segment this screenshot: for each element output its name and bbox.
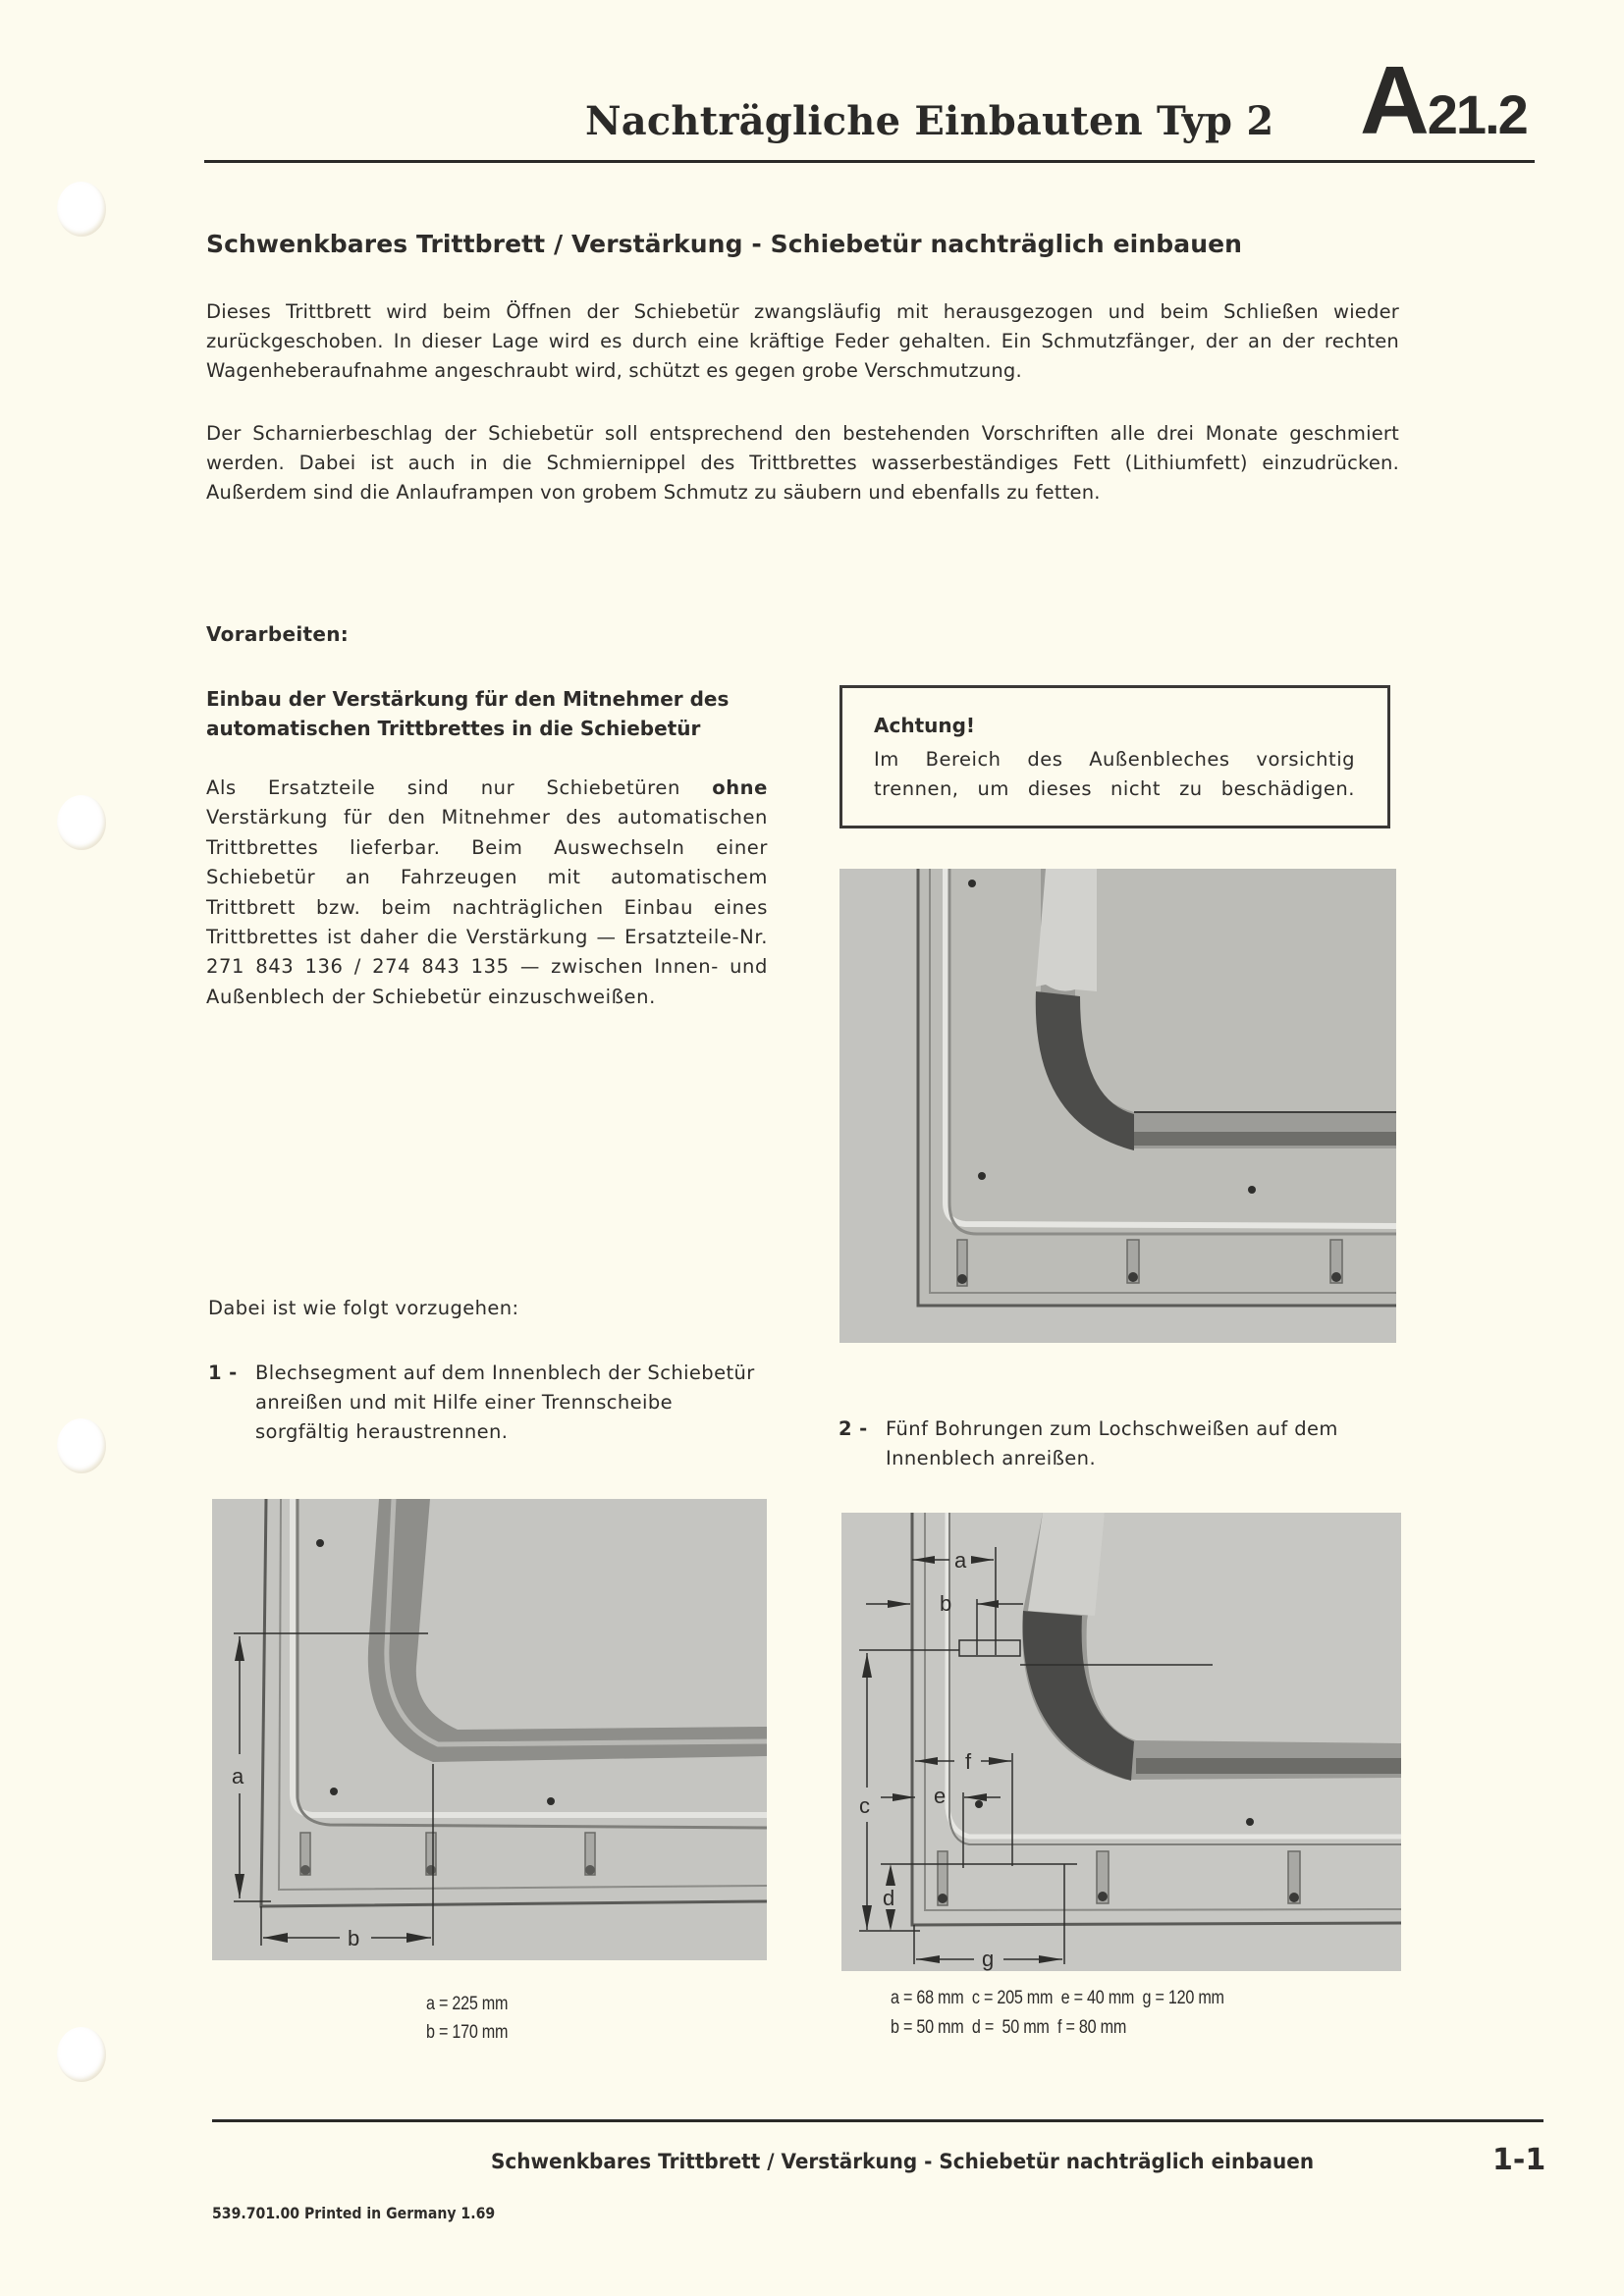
intro-paragraph-2: Der Scharnierbeschlag der Schiebetür soll entsprechend den bestehenden Vorschriften alle drei Monate geschmiert werden. Dabei ist auch in die Schmiernippel des Trittbrettes wasserbeständiges Fett (Lithiumfett) einzudrücken. Außerdem sind die Anlauframpen von grobem Schmutz zu säubern und ebenfalls zu fetten. [206, 422, 1399, 504]
figure-1-photo [839, 869, 1396, 1343]
punch-hole [57, 1418, 106, 1473]
header-rule [204, 160, 1535, 163]
dimension-label-b: b [940, 1591, 952, 1616]
dimensions-right-line-1: a = 68 mm c = 205 mm e = 40 mm g = 120 mm [891, 1988, 1224, 2008]
dimensions-left-line-2: b = 170 mm [426, 2022, 509, 2043]
warning-text: Im Bereich des Außenbleches vorsichtig trennen, um dieses nicht zu beschädigen. [874, 748, 1355, 800]
door-marking-illustration-ab [212, 1499, 767, 1960]
warning-box [839, 685, 1390, 828]
door-marking-illustration-ag [841, 1513, 1401, 1971]
door-corner-illustration [839, 869, 1396, 1343]
section-letter: A [1360, 46, 1428, 154]
preparation-heading: Vorarbeiten: [206, 622, 350, 646]
step-number: 1 - [208, 1362, 238, 1384]
preparation-text: Als Ersatzteile sind nur Schiebetüren ohne Verstärkung für den Mitnehmer des automatischen Trittbrettes lieferbar. Beim Auswechseln einer Schiebetür an Fahrzeugen mit automatischem Trittbrett bzw. beim nachträglichen Einbau eines Trittbrettes ist daher die Verstärkung — Ersatzteile-Nr. 271 843 136 / 274 843 135 — zwischen Innen- und Außenblech der Schiebetür einzuschweißen. [206, 776, 768, 1008]
main-heading: Schwenkbares Trittbrett / Verstärkung - Schiebetür nachträglich einbauen [206, 230, 1243, 258]
dimension-label-e: e [934, 1784, 947, 1808]
section-number: 21.2 [1427, 83, 1527, 145]
dimension-label-b: b [348, 1926, 360, 1950]
procedure-intro: Dabei ist wie folgt vorzugehen: [208, 1297, 519, 1319]
step-number: 2 - [839, 1417, 868, 1440]
footer-title: Schwenkbares Trittbrett / Verstärkung - Schiebetür nachträglich einbauen [491, 2150, 1315, 2174]
figure-3-photo [841, 1513, 1401, 1971]
dimension-label-c: c [859, 1793, 870, 1818]
print-info: 539.701.00 Printed in Germany 1.69 [212, 2204, 496, 2222]
preparation-subheading: Einbau der Verstärkung für den Mitnehmer des automatischen Trittbrettes in die Schiebetür [206, 687, 730, 740]
page-number: 1-1 [1492, 2143, 1546, 2177]
figure-2-photo [212, 1499, 767, 1960]
step-text: Blechsegment auf dem Innenblech der Schiebetür anreißen und mit Hilfe einer Trennscheibe sorgfältig heraustrennen. [255, 1362, 755, 1443]
punch-hole [57, 795, 106, 850]
dimension-label-g: g [982, 1947, 995, 1971]
dimension-label-f: f [965, 1749, 972, 1774]
warning-title: Achtung! [874, 714, 976, 737]
emphasis-ohne: ohne [712, 776, 768, 799]
dimensions-right-line-2: b = 50 mm d = 50 mm f = 80 mm [891, 2017, 1127, 2038]
punch-hole [57, 2027, 106, 2082]
footer-rule [212, 2119, 1543, 2122]
dimension-label-d: d [883, 1886, 895, 1910]
page-header-title: Nachträgliche Einbauten Typ 2 [585, 98, 1274, 144]
intro-paragraph-1: Dieses Trittbrett wird beim Öffnen der Schiebetür zwangsläufig mit herausgezogen und beim Schließen wieder zurückgeschoben. In dieser Lage wird es durch eine kräftige Feder gehalten. Ein Schmutzfänger, der an der rechten Wagenheberaufnahme angeschraubt wird, schützt es gegen grobe Verschmutzung. [206, 300, 1399, 382]
section-code [1360, 45, 1527, 156]
punch-hole [57, 182, 106, 237]
dimensions-left-line-1: a = 225 mm [426, 1994, 509, 2014]
dimension-label-a: a [954, 1548, 967, 1573]
step-text: Fünf Bohrungen zum Lochschweißen auf dem Innenblech anreißen. [886, 1417, 1338, 1469]
dimension-label-a: a [232, 1764, 244, 1789]
